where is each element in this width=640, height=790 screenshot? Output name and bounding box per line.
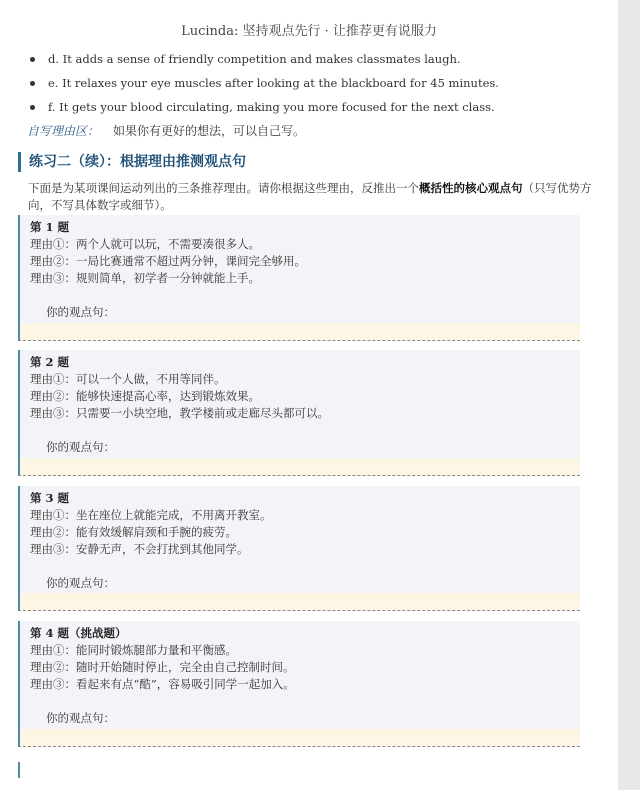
question-3-reason-3: 理由③：安静无声，不会打扰到其他同学。 <box>30 542 249 556</box>
section-intro <box>28 180 598 214</box>
question-2-reason-3: 理由③：只需要一小块空地，教学楼前或走廊尽头都可以。 <box>30 406 329 420</box>
next-block-marker <box>18 762 20 778</box>
intro-text-before: 下面是为某项课间运动列出的三条推荐理由。请你根据这些理由，反推出一个 <box>28 181 419 195</box>
question-4-reason-1: 理由①：能同时锻炼腿部力量和平衡感。 <box>30 643 237 657</box>
question-4-reason-3: 理由③：看起来有点“酷”，容易吸引同学一起加入。 <box>30 677 295 691</box>
question-3-reason-1: 理由①：坐在座位上就能完成，不用离开教室。 <box>30 508 272 522</box>
page-header: Lucinda: 坚持观点先行 · 让推荐更有说服力 <box>181 24 437 39</box>
question-1-reason-2: 理由②：一局比赛通常不超过两分钟，课间完全够用。 <box>30 254 306 268</box>
reason-bullet-list <box>26 50 606 122</box>
question-1-reason-1: 理由①：两个人就可以玩，不需要凑很多人。 <box>30 237 260 251</box>
question-4-title: 第 4 题（挑战题） <box>30 626 127 640</box>
bullet-item-d: d. It adds a sense of friendly competition and makes classmates laugh. <box>26 50 606 74</box>
own-reason-text: 如果你有更好的想法，可以自己写。 <box>113 124 306 138</box>
bullet-item-f: f. It gets your blood circulating, making you more focused for the next class. <box>26 98 606 122</box>
bullet-item-e: e. It relaxes your eye muscles after looking at the blackboard for 45 minutes. <box>26 74 606 98</box>
question-4-reason-2: 理由②：随时开始随时停止，完全由自己控制时间。 <box>30 660 295 674</box>
question-1-answer-field[interactable] <box>18 323 580 341</box>
question-3-prompt: 你的观点句： <box>46 576 115 590</box>
question-2-reason-2: 理由②：能够快速提高心率，达到锻炼效果。 <box>30 389 260 403</box>
question-1-reason-3: 理由③：规则简单，初学者一分钟就能上手。 <box>30 271 260 285</box>
question-2-answer-field[interactable] <box>18 458 580 476</box>
own-reason-label: 自写理由区： <box>27 124 100 138</box>
intro-text-bold: 概括性的核心观点句 <box>419 181 523 195</box>
question-3-title: 第 3 题 <box>30 491 70 505</box>
question-1-prompt: 你的观点句： <box>46 305 115 319</box>
intro-text-after: （只写优势方向，不写具体数字或细节）。 <box>28 181 592 212</box>
question-2-title: 第 2 题 <box>30 355 70 369</box>
question-2-box <box>18 350 580 460</box>
question-1-box <box>18 215 580 325</box>
question-3-answer-field[interactable] <box>18 593 580 611</box>
question-4-box <box>18 621 580 731</box>
question-2-prompt: 你的观点句： <box>46 440 115 454</box>
question-3-reason-2: 理由②：能有效缓解肩颈和手腕的疲劳。 <box>30 525 237 539</box>
section-title: 练习二（续）：根据理由推测观点句 <box>18 152 246 172</box>
question-4-answer-field[interactable] <box>18 729 580 747</box>
question-4-prompt: 你的观点句： <box>46 711 115 725</box>
own-reason-line <box>27 122 305 139</box>
question-2-reason-1: 理由①：可以一个人做，不用等同伴。 <box>30 372 226 386</box>
question-1-title: 第 1 题 <box>30 220 70 234</box>
question-3-box <box>18 486 580 596</box>
